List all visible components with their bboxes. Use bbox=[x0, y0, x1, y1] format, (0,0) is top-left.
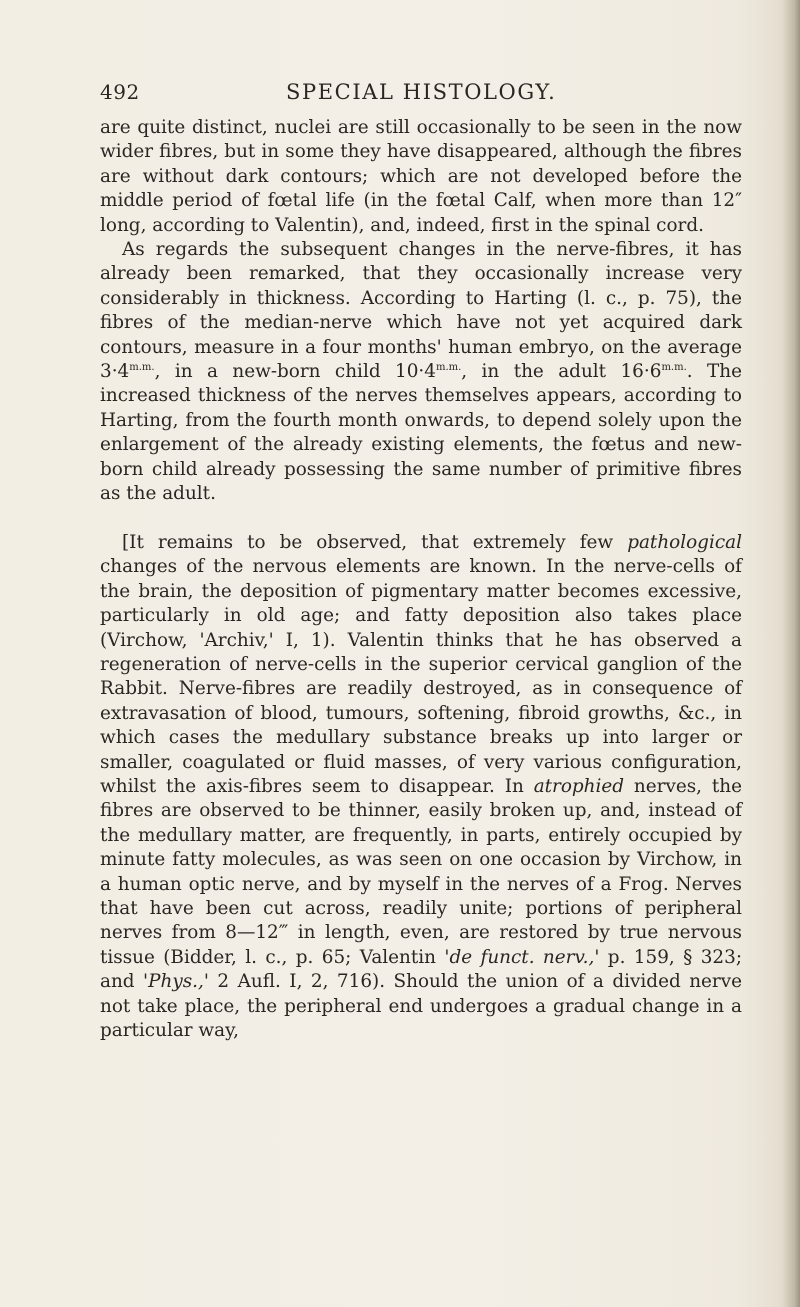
running-head: SPECIAL HISTOLOGY. bbox=[286, 80, 557, 104]
body-text bbox=[100, 116, 742, 1043]
italic-term: pathological bbox=[627, 531, 742, 553]
page-header bbox=[100, 80, 740, 110]
page-number: 492 bbox=[100, 80, 140, 104]
unit-superscript: m.m. bbox=[661, 361, 687, 373]
italic-citation: de funct. nerv., bbox=[449, 946, 595, 968]
spine-shadow bbox=[782, 0, 800, 1307]
unit-superscript: m.m. bbox=[435, 361, 462, 373]
italic-term: atrophied bbox=[533, 775, 625, 797]
unit-superscript: m.m. bbox=[129, 361, 155, 373]
paragraph-pathological-changes: [It remains to be observed, that extremely few pathological changes of the nervous elements are known. In the nerve-cells of the brain, the deposition of pigmentary matter becomes excessive, particularly in old age; and fatty deposition also takes place (Virchow, 'Archiv,' I, 1). Valentin thinks that he has observed a regeneration of nerve-cells in the superior cervical ganglion of the Rabbit. Nerve-fibres are readily destroyed, as in consequence of extravasation of blood, tumours, softening, fibroid growths, &c., in which cases the medullary substance breaks up into larger or smaller, coagulated or fluid masses, of very various configuration, whilst the axis-fibres seem to disappear. In atrophied nerves, the fibres are observed to be thinner, easily broken up, and, instead of the medullary matter, are frequently, in parts, entirely occupied by minute fatty molecules, as was seen on one occasion by Virchow, in a human optic nerve, and by myself in the nerves of a Frog. Nerves that have been cut across, readily unite; portions of peripheral nerves from 8—12‴ in length, even, are restored by true nervous tissue (Bidder, l. c., p. 65; Valentin 'de funct. nerv.,' p. 159, § 323; and 'Phys.,' 2 Aufl. I, 2, 716). Should the union of a divided nerve not take place, the peripheral end undergoes a gradual change in a particular way, bbox=[100, 531, 743, 1042]
paragraph-gap bbox=[100, 507, 742, 531]
paragraph-continuation: are quite distinct, nuclei are still occasionally to be seen in the now wider fibres, but in some they have disappeared, although the fibres are without dark contours; which are not developed before the middle period of fœtal life (in the fœtal Calf, when more than 12″ long, according to Valentin), and, indeed, first in the spinal cord. bbox=[100, 117, 742, 236]
paragraph-nerve-fibre-changes: As regards the subsequent changes in the nerve-fibres, it has already been remarked, that they occasionally increase very considerably in thickness. According to Harting (l. c., p. 75), the fibres of the median-nerve which have not yet acquired dark contours, measure in a four months' human embryo, on the average $3\cdot 4^{m.m.}$, in a new-born child $10\cdot 4^{m.m.}$, in the adult $16\cdot 6^{m.m.}$. The increased thickness of the nerves themselves appears, according to Harting, from the fourth month onwards, to depend solely upon the enlargement of the already existing elements, the fœtus and new-born child already possessing the same number of primitive fibres as the adult. bbox=[100, 239, 743, 505]
italic-citation: Phys., bbox=[148, 971, 204, 993]
